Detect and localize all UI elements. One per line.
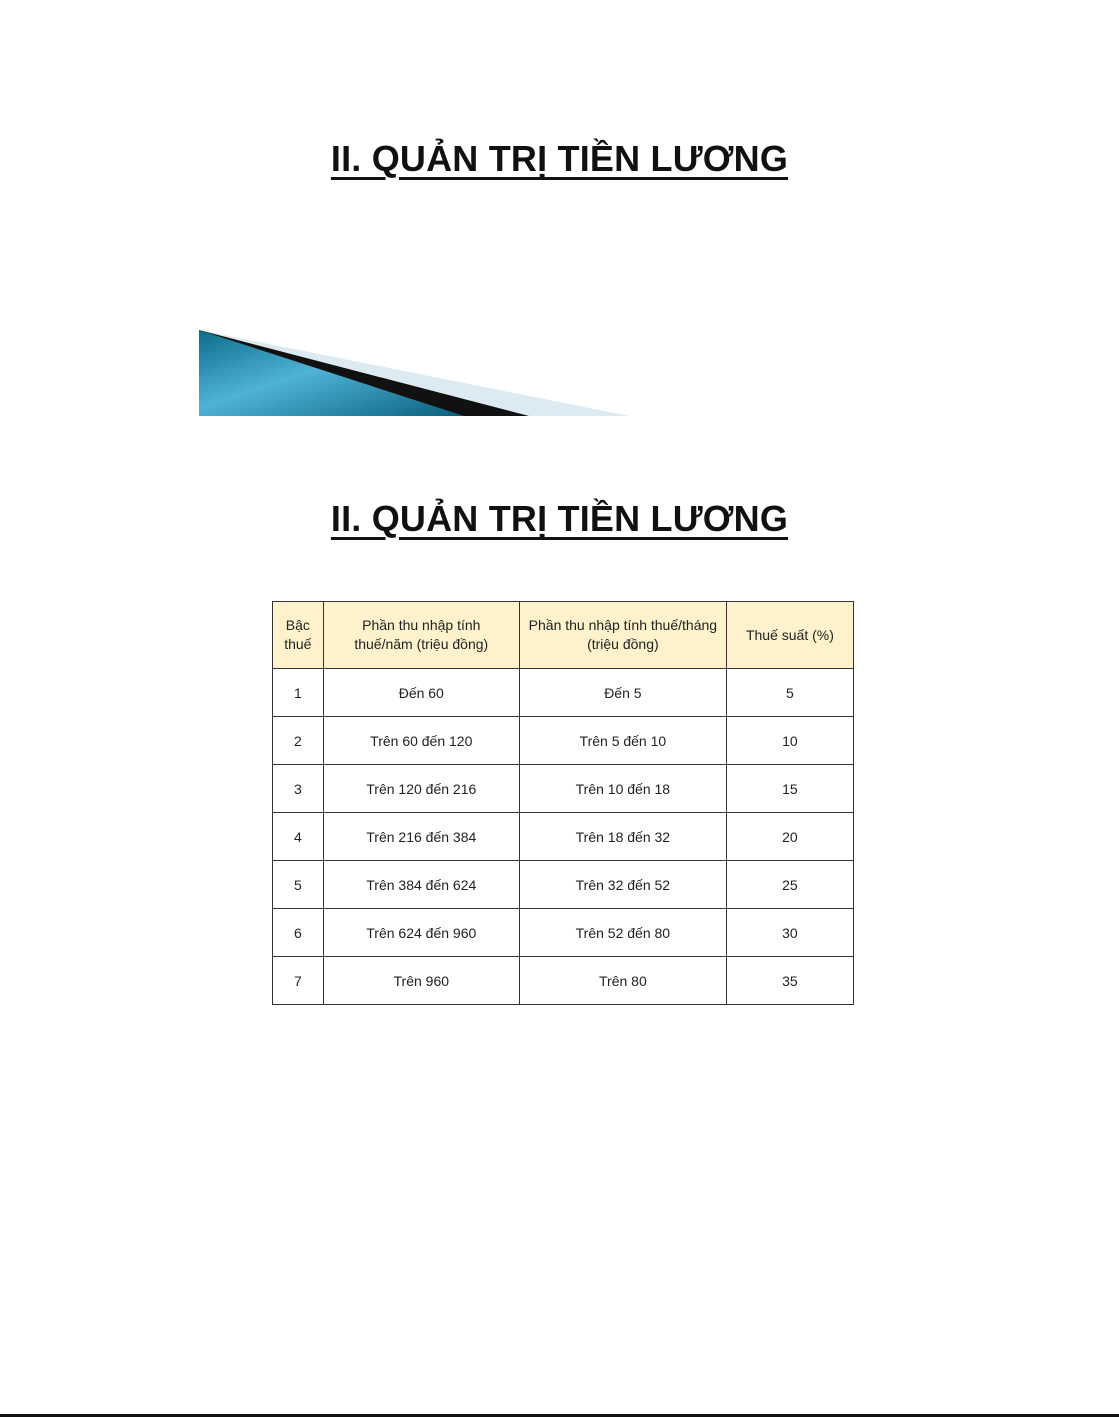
header-text: Phần thu nhập tính thuế/tháng [528,617,718,633]
header-text: Bậc [285,617,310,633]
table-row [273,909,854,957]
header-annual-income [323,602,519,669]
cell-rate: 10 [726,717,853,765]
table-row [273,765,854,813]
cell-monthly: Trên 80 [519,957,726,1005]
header-tax-rate [726,602,853,669]
cell-monthly: Trên 52 đến 80 [519,909,726,957]
header-text: thuế [284,636,312,652]
table-header-row [273,602,854,669]
cell-level: 6 [273,909,324,957]
cell-annual: Trên 216 đến 384 [323,813,519,861]
cell-level: 7 [273,957,324,1005]
cell-annual: Trên 384 đến 624 [323,861,519,909]
cell-rate: 5 [726,669,853,717]
header-text: (triệu đồng) [587,636,659,652]
cell-monthly: Trên 10 đến 18 [519,765,726,813]
cell-level: 3 [273,765,324,813]
cell-annual: Trên 60 đến 120 [323,717,519,765]
header-text: thuế/năm (triệu đồng) [354,636,489,652]
table-row [273,861,854,909]
cell-level: 5 [273,861,324,909]
cell-level: 4 [273,813,324,861]
header-text: Phần thu nhập tính [362,617,481,633]
page-title: II. QUẢN TRỊ TIỀN LƯƠNG [330,138,789,179]
cell-annual: Trên 960 [323,957,519,1005]
header-tax-level [273,602,324,669]
cell-annual: Đến 60 [323,669,519,717]
cell-rate: 35 [726,957,853,1005]
cell-rate: 15 [726,765,853,813]
cell-monthly: Trên 5 đến 10 [519,717,726,765]
section-title: II. QUẢN TRỊ TIỀN LƯƠNG [330,498,789,539]
cell-level: 1 [273,669,324,717]
table-row [273,813,854,861]
cell-annual: Trên 624 đến 960 [323,909,519,957]
cell-rate: 25 [726,861,853,909]
tax-rate-table [272,601,854,1005]
cell-monthly: Đến 5 [519,669,726,717]
header-text: Thuế suất (%) [745,626,834,643]
table-row [273,957,854,1005]
swoosh-banner-icon [199,330,629,416]
table-row [273,669,854,717]
table-row [273,717,854,765]
cell-rate: 30 [726,909,853,957]
cell-rate: 20 [726,813,853,861]
cell-annual: Trên 120 đến 216 [323,765,519,813]
cell-monthly: Trên 18 đến 32 [519,813,726,861]
cell-level: 2 [273,717,324,765]
header-monthly-income [519,602,726,669]
cell-monthly: Trên 32 đến 52 [519,861,726,909]
